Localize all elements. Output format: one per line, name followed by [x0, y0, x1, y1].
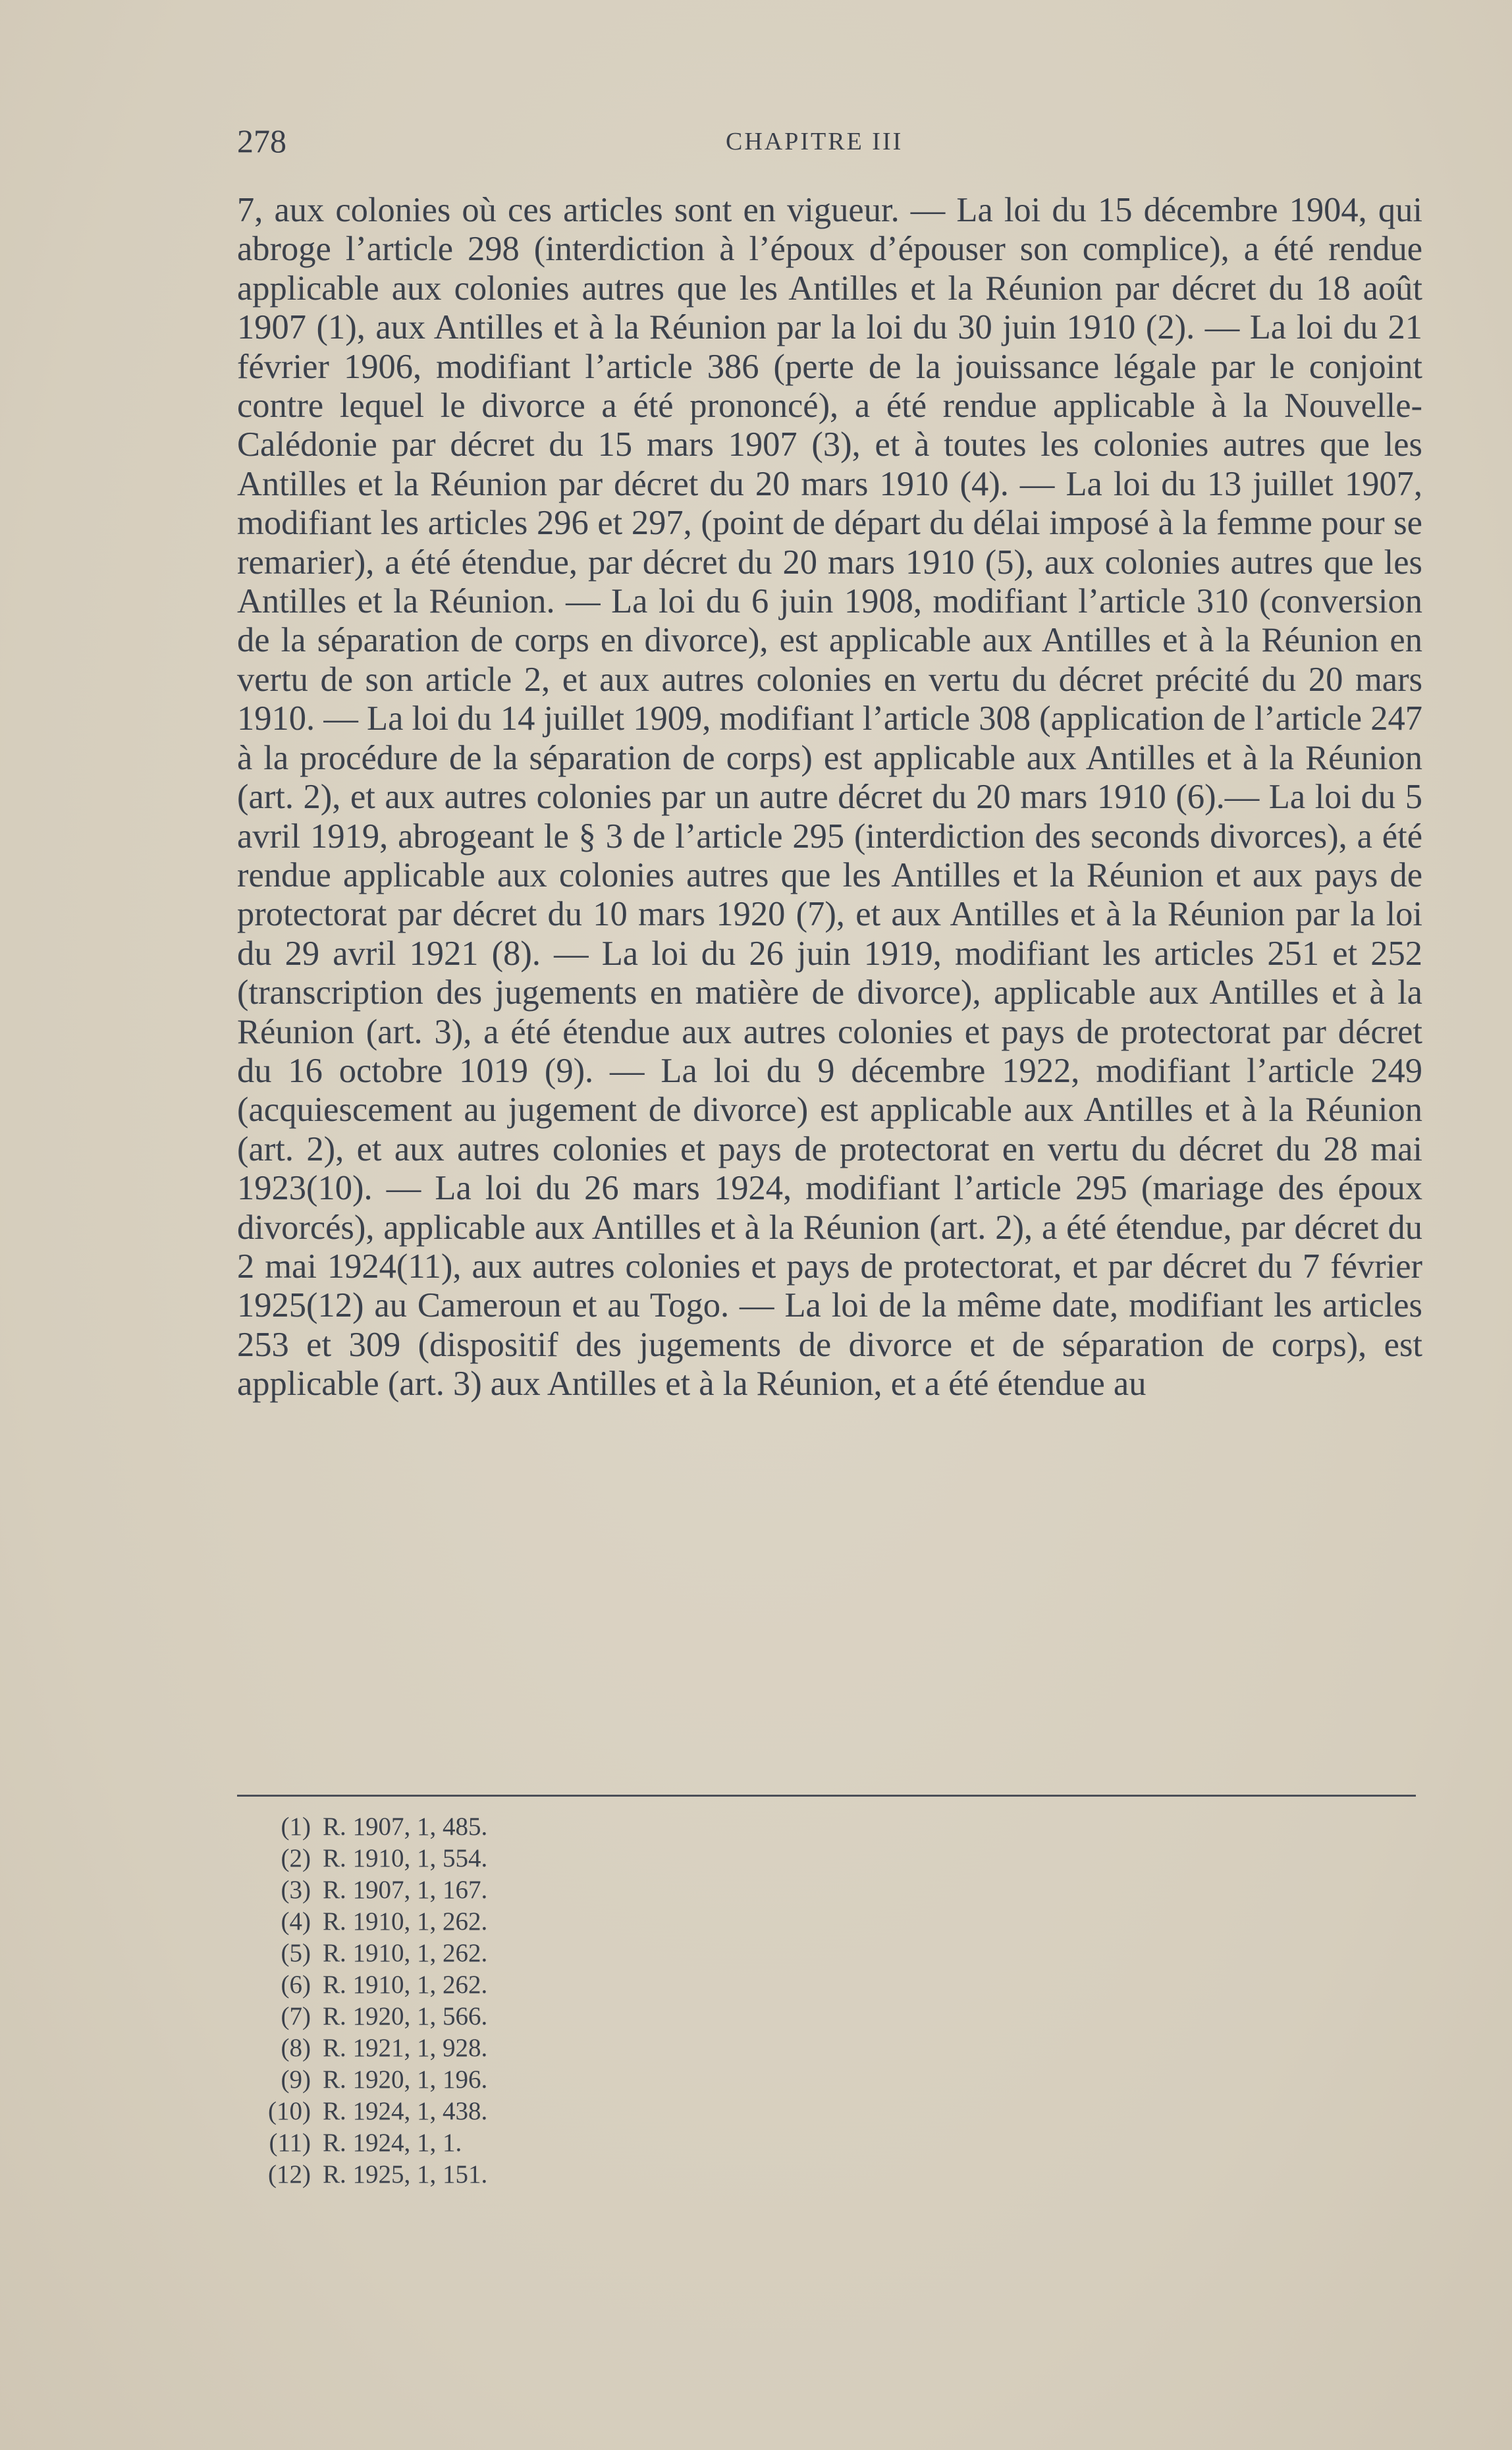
footnote-number: (7) [281, 2002, 311, 2030]
footnote-7 [244, 2001, 770, 2032]
footnote-number: (12) [268, 2160, 311, 2189]
footnote-reference: R. 1907, 1, 167. [323, 1876, 488, 1904]
footnote-number: (6) [281, 1971, 311, 1999]
footnote-reference: R. 1910, 1, 262. [323, 1971, 488, 1999]
footnote-9 [244, 2064, 770, 2096]
footnote-reference: R. 1910, 1, 262. [323, 1939, 488, 1967]
footnote-reference: R. 1910, 1, 262. [323, 1907, 488, 1936]
footnotes [244, 1811, 770, 2191]
footnote-number: (2) [281, 1844, 311, 1872]
footnote-11 [244, 2127, 770, 2159]
footnote-number: (5) [281, 1939, 311, 1967]
footnote-5 [244, 1938, 770, 1969]
footnote-number: (9) [281, 2065, 311, 2094]
footnote-2 [244, 1843, 770, 1874]
footnote-number: (11) [269, 2129, 311, 2157]
footnote-10 [244, 2096, 770, 2127]
body-text [237, 191, 1422, 1404]
footnote-1 [244, 1811, 770, 1843]
footnote-12 [244, 2159, 770, 2191]
footnote-reference: R. 1924, 1, 438. [323, 2097, 488, 2125]
footnote-8 [244, 2032, 770, 2064]
footnote-separator [237, 1795, 1416, 1797]
footnote-reference: R. 1921, 1, 928. [323, 2034, 488, 2062]
footnote-4 [244, 1906, 770, 1938]
footnote-reference: R. 1907, 1, 485. [323, 1812, 488, 1841]
footnote-reference: R. 1920, 1, 196. [323, 2065, 488, 2094]
footnote-number: (1) [281, 1812, 311, 1841]
footnote-3 [244, 1874, 770, 1906]
page-header [237, 122, 1422, 161]
footnote-number: (10) [268, 2097, 311, 2125]
page-number: 278 [237, 122, 286, 159]
footnote-reference: R. 1910, 1, 554. [323, 1844, 488, 1872]
footnote-reference: R. 1925, 1, 151. [323, 2160, 488, 2189]
body-paragraph: 7, aux colonies où ces articles sont en vigueur. — La loi du 15 décembre 1904, qui abroge l’article 298 (interdiction à l’époux d’épouser son complice), a été rendue applicable aux colonies autres que les Antilles et la Réunion par décret du 18 août 1907 (1), aux Antilles et à la Réunion par la loi du 30 juin 1910 (2). — La loi du 21 février 1906, modifiant l’article 386 (perte de la jouissance légale par le conjoint contre lequel le divorce a été prononcé), a été rendue applicable à la Nouvelle-Calédonie par décret du 15 mars 1907 (3), et à toutes les colonies autres que les Antilles et la Réunion par décret du 20 mars 1910 (4). — La loi du 13 juillet 1907, modifiant les articles 296 et 297, (point de départ du délai imposé à la femme pour se remarier), a été étendue, par décret du 20 mars 1910 (5), aux colonies autres que les Antilles et la Réunion. — La loi du 6 juin 1908, modifiant l’article 310 (conversion de la séparation de corps en divorce), est applicable aux Antilles et à la Réunion en vertu de son article 2, et aux autres colonies en vertu du décret précité du 20 mars 1910. — La loi du 14 juillet 1909, modifiant l’article 308 (application de l’article 247 à la procédure de la séparation de corps) est applicable aux Antilles et à la Réunion (art. 2), et aux autres colonies par un autre décret du 20 mars 1910 (6).— La loi du 5 avril 1919, abrogeant le § 3 de l’article 295 (interdiction des seconds divorces), a été rendue applicable aux colonies autres que les Antilles et la Réunion et aux pays de protectorat par décret du 10 mars 1920 (7), et aux Antilles et à la Réunion par la loi du 29 avril 1921 (8). — La loi du 26 juin 1919, modifiant les articles 251 et 252 (transcription des jugements en matière de divorce), applicable aux Antilles et à la Réunion (art. 3), a été étendue aux autres colonies et pays de protectorat par décret du 16 octobre 1019 (9). — La loi du 9 décembre 1922, modifiant l’article 249 (acquiescement au jugement de divorce) est applicable aux Antilles et à la Réunion (art. 2), et aux autres colonies et pays de protectorat en vertu du décret du 28 mai 1923(10). — La loi du 26 mars 1924, modifiant l’article 295 (mariage des époux divorcés), applicable aux Antilles et à la Réunion (art. 2), a été étendue, par décret du 2 mai 1924(11), aux autres colonies et pays de protectorat, et par décret du 7 février 1925(12) au Cameroun et au Togo. — La loi de la même date, modifiant les articles 253 et 309 (dispositif des jugements de divorce et de séparation de corps), est applicable (art. 3) aux Antilles et à la Réunion, et a été étendue au [237, 191, 1422, 1403]
footnote-number: (8) [281, 2034, 311, 2062]
footnote-6 [244, 1969, 770, 2001]
footnote-number: (4) [281, 1907, 311, 1936]
footnote-number: (3) [281, 1876, 311, 1904]
footnote-reference: R. 1924, 1, 1. [323, 2129, 462, 2157]
footnote-reference: R. 1920, 1, 566. [323, 2002, 488, 2030]
running-title: CHAPITRE III [726, 128, 904, 155]
